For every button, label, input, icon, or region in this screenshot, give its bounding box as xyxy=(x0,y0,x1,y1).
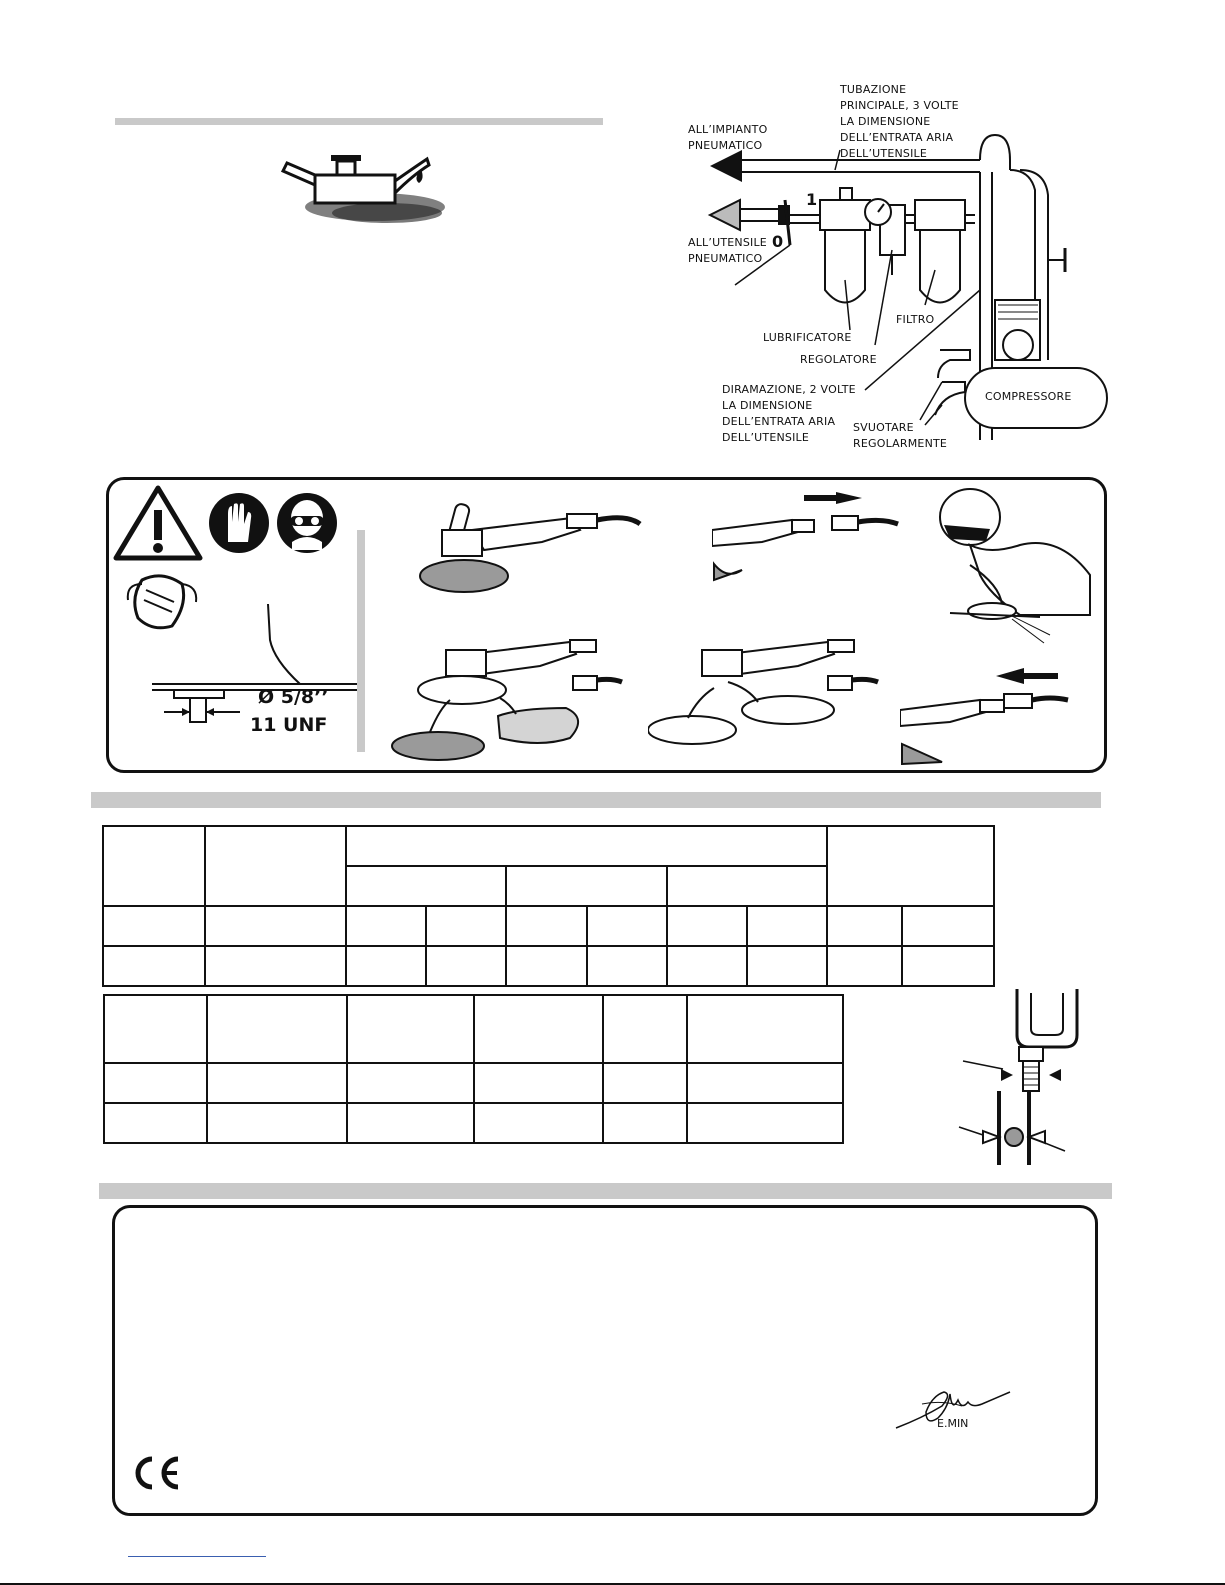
valve-off-label: 0 xyxy=(772,232,784,251)
panel-divider xyxy=(357,530,365,752)
spec-table-noise-vibration xyxy=(102,825,995,987)
branch-label: DIRAMAZIONE, 2 VOLTE LA DIMENSIONE DELL’ENTRATA ARIA DELL’UTENSILE xyxy=(722,383,856,444)
to-system-label: ALL’IMPIANTO PNEUMATICO xyxy=(688,123,768,152)
sander-reconnect xyxy=(900,660,1070,765)
thread-type-label: 11 UNF xyxy=(250,714,328,736)
operator-illustration xyxy=(930,485,1100,645)
sander-disconnect xyxy=(712,488,902,588)
goggles-icon xyxy=(276,492,338,554)
ce-mark xyxy=(132,1455,182,1491)
drain-label: SVUOTARE REGOLARMENTE xyxy=(853,421,948,450)
oil-can-icon xyxy=(275,145,460,230)
footer-rule xyxy=(128,1556,266,1557)
disc-fitting xyxy=(648,628,898,748)
spec-table-technical-data xyxy=(103,994,844,1144)
thread-diameter-label: Ø 5/8’’ xyxy=(258,686,329,708)
gloves-icon xyxy=(208,492,270,554)
section-bar-declaration xyxy=(99,1183,1112,1199)
air-inlet-fitting-diagram xyxy=(955,985,1085,1165)
lubricator-label: LUBRIFICATORE xyxy=(763,331,852,344)
filter-label: FILTRO xyxy=(896,313,935,326)
warning-icon xyxy=(112,484,204,562)
spindle-thread-diagram xyxy=(150,600,370,730)
regulator-label: REGOLATORE xyxy=(800,353,877,366)
main-pipe-label: TUBAZIONE PRINCIPALE, 3 VOLTE LA DIMENSIONE DELL’ENTRATA ARIA DELL’UTENSILE xyxy=(840,83,959,160)
disc-removal xyxy=(390,628,650,763)
to-tool-label: ALL’UTENSILE PNEUMATICO xyxy=(688,236,767,265)
section-bar-top xyxy=(115,118,603,125)
signature-name: E.MIN xyxy=(937,1417,969,1430)
section-bar-specs xyxy=(91,792,1101,808)
valve-on-label: 1 xyxy=(806,190,818,209)
sander-with-disc xyxy=(412,500,642,600)
declaration-panel xyxy=(112,1205,1098,1516)
compressor-label: COMPRESSORE xyxy=(985,390,1072,403)
